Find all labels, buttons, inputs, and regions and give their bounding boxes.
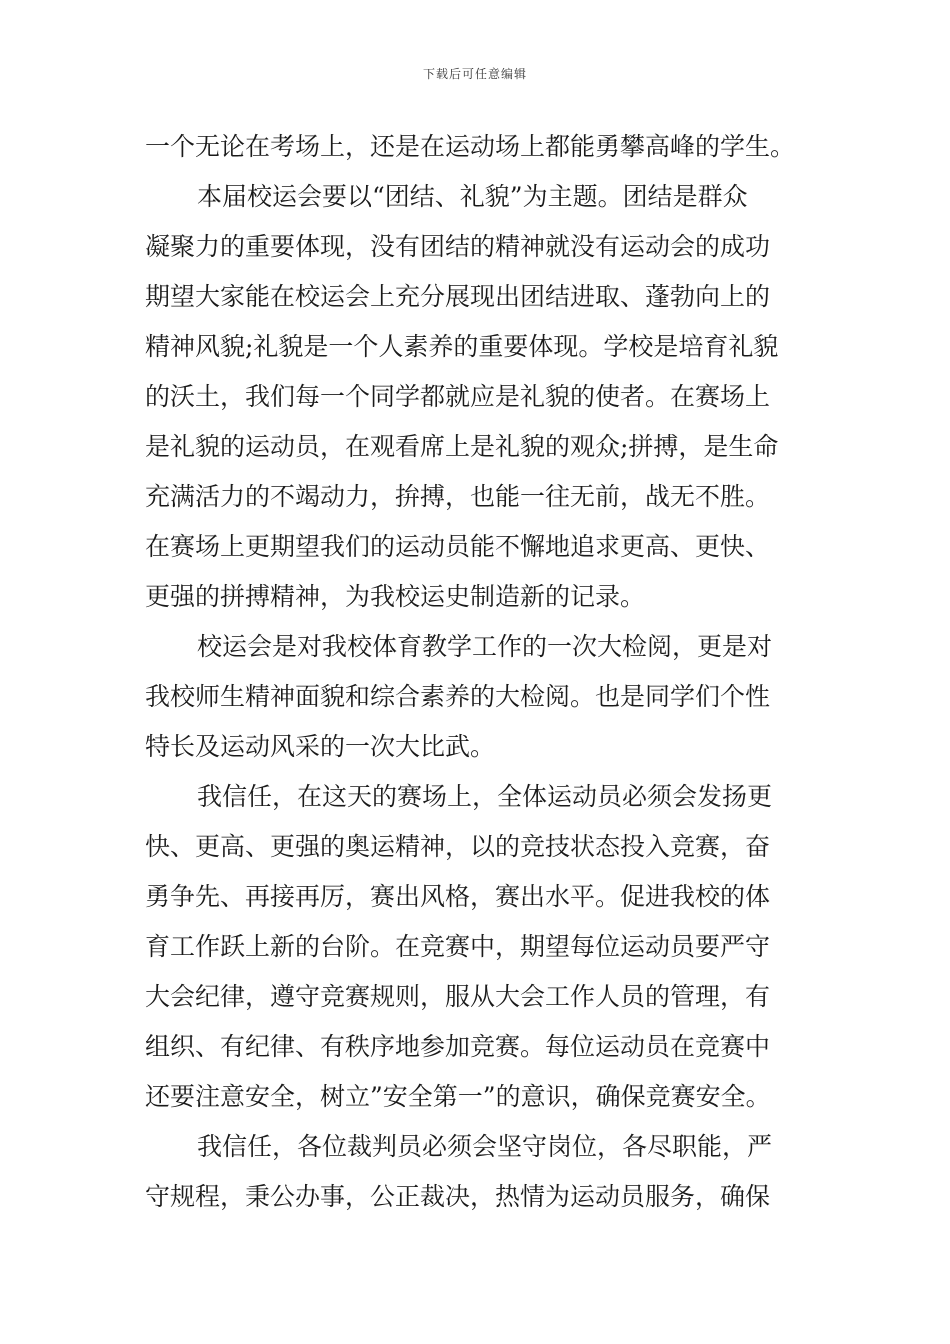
text-line: 本届校运会要以“团结、礼貌”为主题。团结是群众	[197, 182, 748, 211]
document-body	[145, 122, 807, 1222]
text-line: 一个无论在考场上，还是在运动场上都能勇攀高峰的学生。	[145, 132, 796, 161]
text-line: 守规程，秉公办事，公正裁决，热情为运动员服务，确保	[145, 1182, 771, 1211]
text-line: 我信任，各位裁判员必须会坚守岗位，各尽职能，严	[197, 1132, 773, 1161]
page-header-note: 下载后可任意编辑	[422, 67, 527, 81]
text-line: 期望大家能在校运会上充分展现出团结进取、蓬勃向上的	[145, 282, 771, 311]
text-line: 组织、有纪律、有秩序地参加竞赛。每位运动员在竞赛中	[145, 1032, 771, 1061]
text-line: 精神风貌;礼貌是一个人素养的重要体现。学校是培育礼貌	[145, 332, 779, 361]
text-line: 大会纪律，遵守竞赛规则，服从大会工作人员的管理，有	[145, 982, 771, 1011]
text-line: 凝聚力的重要体现，没有团结的精神就没有运动会的成功	[145, 232, 771, 261]
text-line: 特长及运动风采的一次大比武。	[145, 732, 496, 761]
text-line: 育工作跃上新的台阶。在竞赛中，期望每位运动员要严守	[145, 932, 771, 961]
text-line: 在赛场上更期望我们的运动员能不懈地追求更高、更快、	[145, 532, 771, 561]
text-line: 还要注意安全，树立”安全第一”的意识，确保竞赛安全。	[145, 1082, 771, 1111]
text-line: 勇争先、再接再厉，赛出风格，赛出水平。促进我校的体	[145, 882, 771, 911]
text-line: 是礼貌的运动员，在观看席上是礼貌的观众;拼搏，是生命	[145, 432, 779, 461]
text-line: 更强的拼搏精神，为我校运史制造新的记录。	[145, 582, 646, 611]
text-line: 的沃土，我们每一个同学都就应是礼貌的使者。在赛场上	[145, 382, 771, 411]
text-line: 我信任，在这天的赛场上，全体运动员必须会发扬更	[197, 782, 773, 811]
text-line: 我校师生精神面貌和综合素养的大检阅。也是同学们个性	[145, 682, 771, 711]
text-line: 快、更高、更强的奥运精神，以的竞技状态投入竞赛，奋	[145, 832, 771, 861]
text-line: 校运会是对我校体育教学工作的一次大检阅，更是对	[197, 632, 773, 661]
text-line: 充满活力的不竭动力，拚搏，也能一往无前，战无不胜。	[145, 482, 771, 511]
